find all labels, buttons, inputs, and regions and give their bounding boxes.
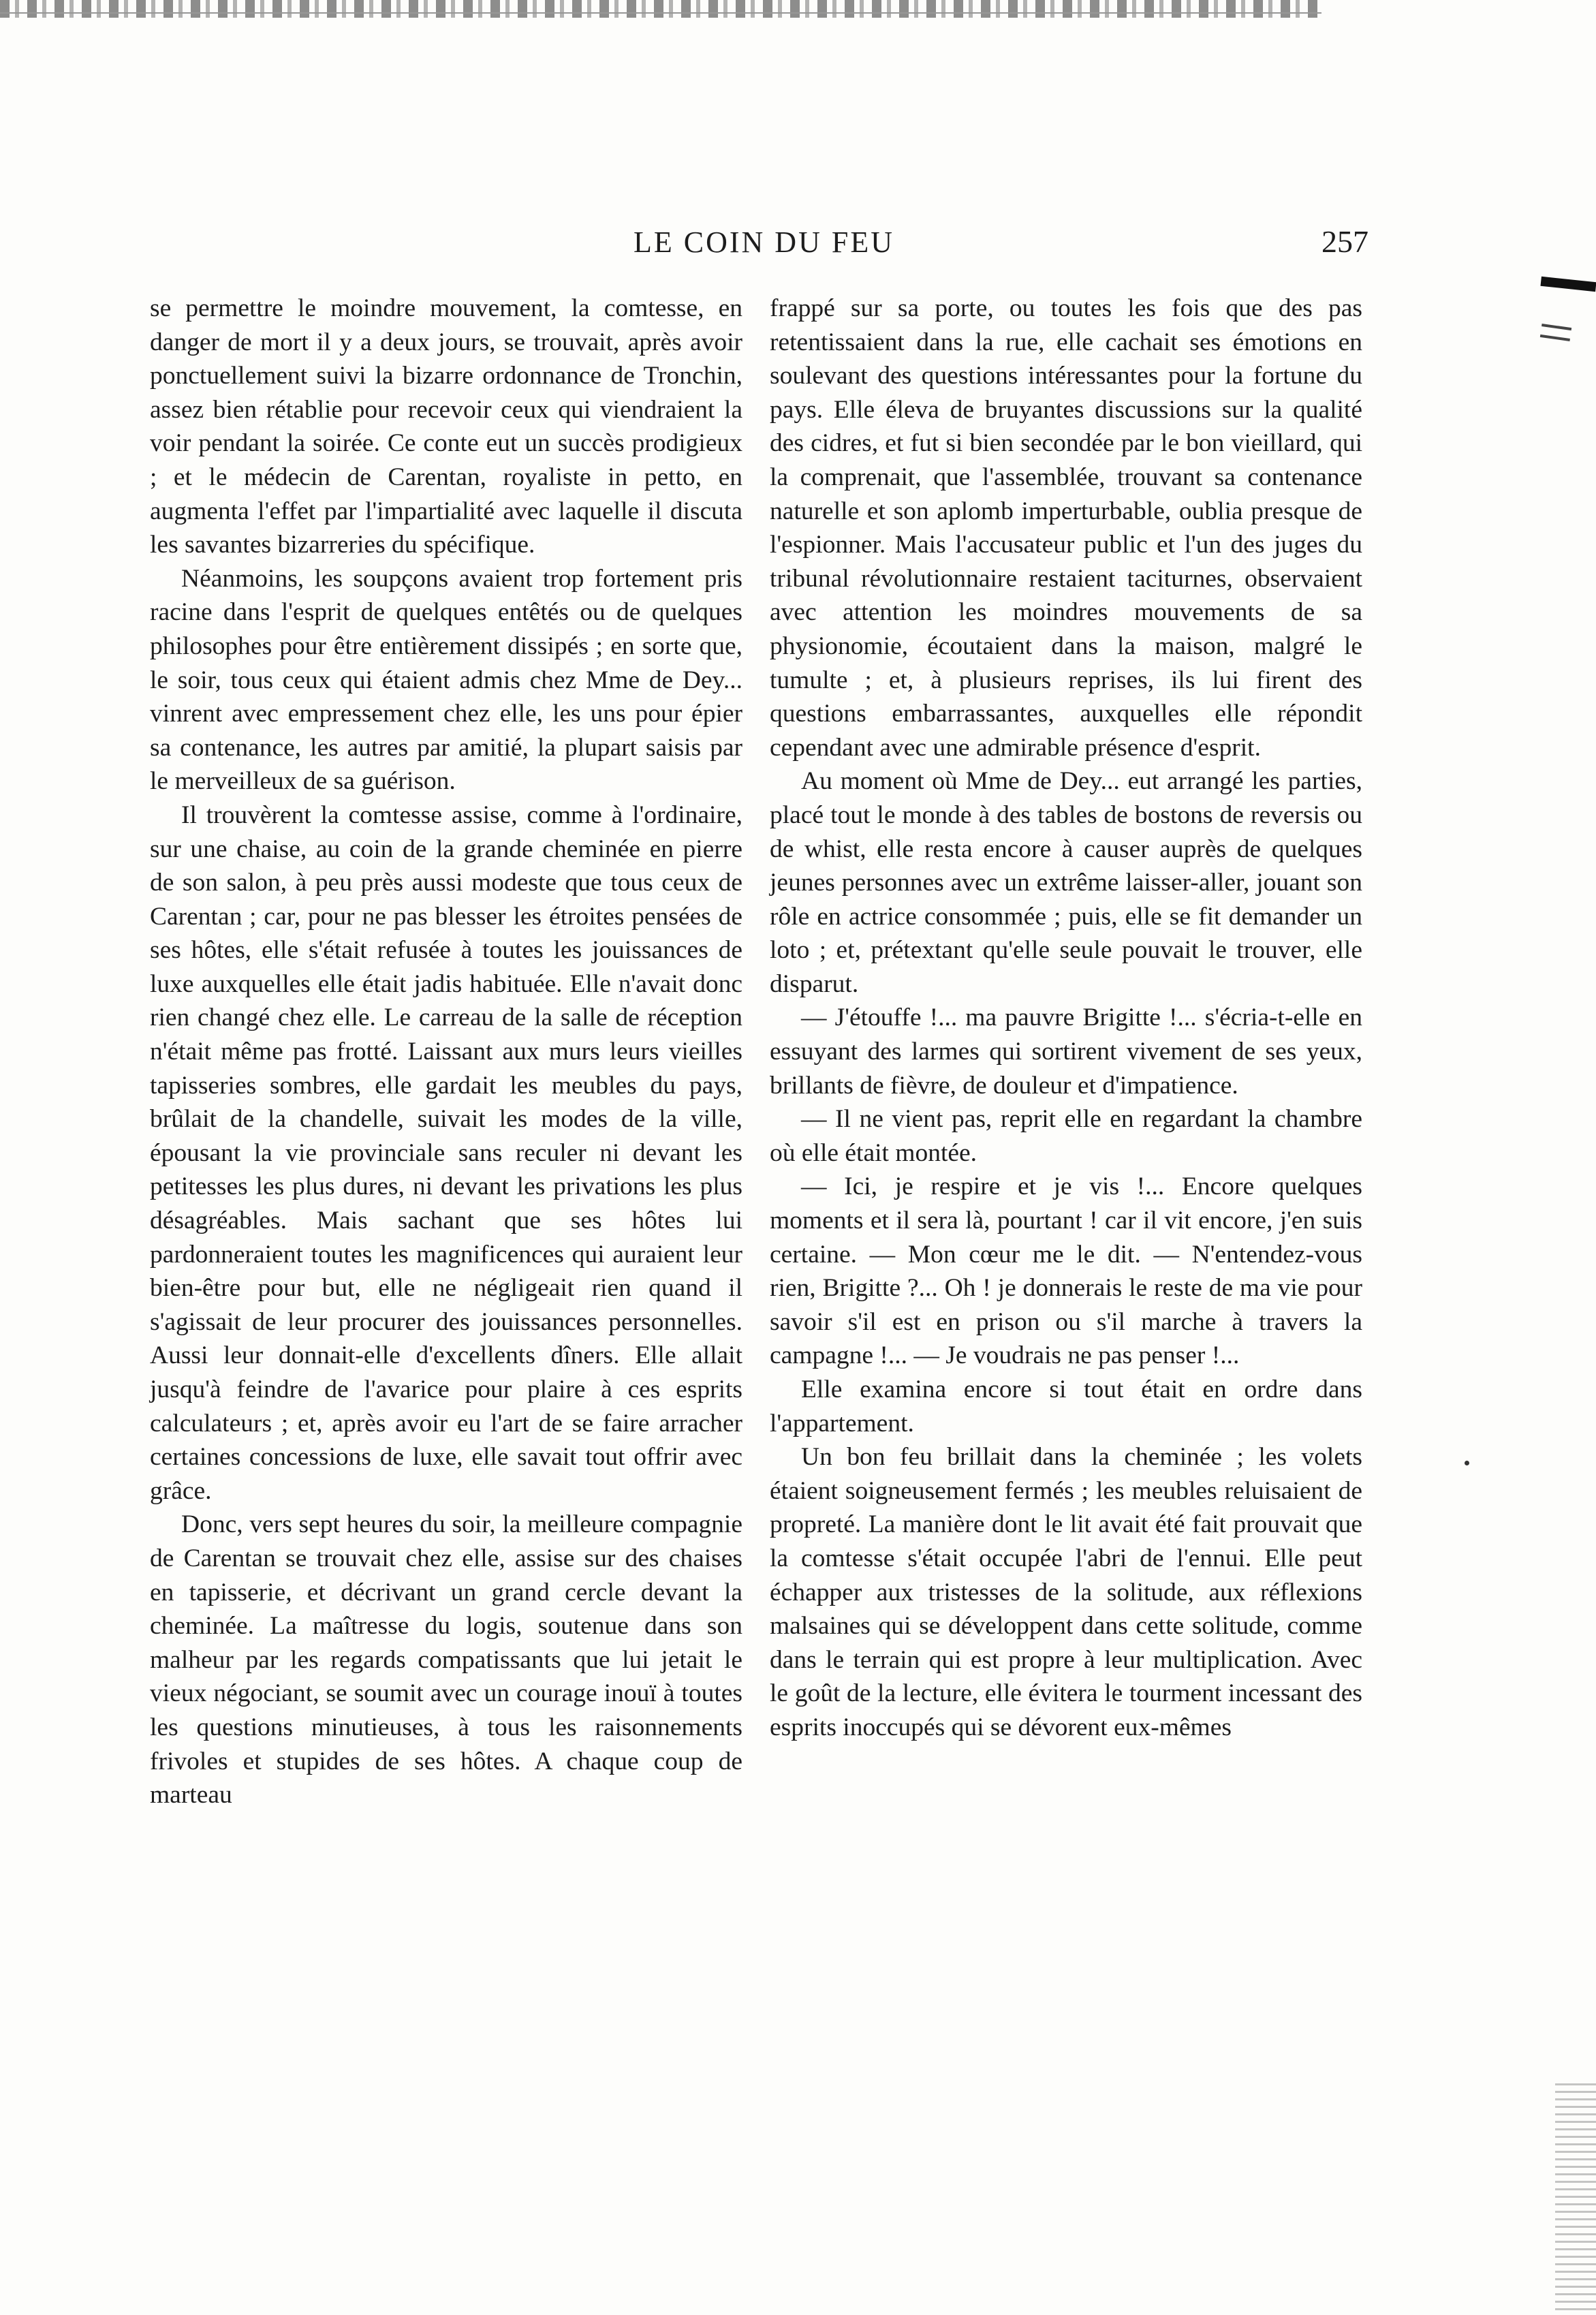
running-title: LE COIN DU FEU: [633, 226, 894, 259]
right-text-column: [770, 292, 1362, 1745]
paragraph: Donc, vers sept heures du soir, la meilleure compagnie de Carentan se trouvait chez elle, assise sur des chaises en tapisserie, et décrivant un grand cercle devant la cheminée. La maîtresse du logis, soutenue dans son malheur par les regards compatissants que lui jetait le vieux négociant, se soumit avec un courage inouï à toutes les questions minutieuses, à tous les raisonnements frivoles et stupides de ses hôtes. A chaque coup de marteau: [150, 1510, 742, 1809]
ink-speck: [1465, 1461, 1469, 1465]
paragraph: — J'étouffe !... ma pauvre Brigitte !... s'écria-t-elle en essuyant des larmes qui sortirent vivement de ses yeux, brillants de fièvre, de douleur et d'impatience.: [770, 1004, 1362, 1100]
page-edge-smudge: [1555, 2083, 1596, 2315]
left-text-column: [150, 292, 742, 1812]
paragraph: se permettre le moindre mouvement, la comtesse, en danger de mort il y a deux jours, se trouvait, après avoir ponctuellement suivi la bizarre ordonnance de Tronchin, assez bien rétablie pour recevoir ceux qui viendraient la voir pendant la soirée. Ce conte eut un succès prodigieux ; et le médecin de Carentan, royaliste in petto, en augmenta l'effet par l'impartialité avec laquelle il discuta les savantes bizarreries du spécifique.: [150, 294, 742, 559]
paragraph: — Ici, je respire et je vis !... Encore quelques moments et il sera là, pourtant ! car il vit encore, j'en suis certaine. — Mon cœur me le dit. — N'entendez-vous rien, Brigitte ?... Oh ! je donnerais le reste de ma vie pour savoir s'il est en prison ou s'il marche à travers la campagne !... — Je voudrais ne pas penser !...: [770, 1172, 1362, 1370]
page-number: 257: [1321, 224, 1368, 259]
top-edge-rule: [0, 0, 1321, 18]
paragraph: Il trouvèrent la comtesse assise, comme à l'ordinaire, sur une chaise, au coin de la grande cheminée en pierre de son salon, à peu près aussi modeste que tous ceux de Carentan ; car, pour ne pas blesser les étroites pensées de ses hôtes, elle s'était refusée à toutes les jouissances de luxe auxquelles elle était jadis habituée. Elle n'avait donc rien changé chez elle. Le carreau de la salle de réception n'était même pas frotté. Laissant aux murs leurs vieilles tapisseries sombres, elle gardait les meubles du pays, brûlait de la chandelle, suivait les modes de la ville, épousant la vie provinciale sans reculer ni devant les petitesses les plus dures, ni devant les privations les plus désagréables. Mais sachant que ses hôtes lui pardonneraient toutes les magnificences qui auraient leur bien-être pour but, elle ne négligeait rien quand il s'agissait de leur procurer des jouissances personnelles. Aussi leur donnait-elle d'excellents dîners. Elle allait jusqu'à feindre de l'avarice pour plaire à ces esprits calculateurs ; et, après avoir eu l'art de se faire arracher certaines concessions de luxe, elle savait tout offrir avec grâce.: [150, 801, 742, 1505]
paragraph: Elle examina encore si tout était en ordre dans l'appartement.: [770, 1376, 1362, 1438]
margin-ink-mark: [1540, 324, 1571, 341]
paragraph: — Il ne vient pas, reprit elle en regardant la chambre où elle était montée.: [770, 1105, 1362, 1167]
paragraph: Un bon feu brillait dans la cheminée ; les volets étaient soigneusement fermés ; les meubles reluisaient de propreté. La manière dont le lit avait été fait prouvait que la comtesse s'était occupée l'abri de l'ennui. Elle peut échapper aux tristesses de la solitude, aux réflexions malsaines qui se développent dans cette solitude, comme dans le terrain qui est propre à leur multiplication. Avec le goût de la lecture, elle évitera le tourment incessant des esprits inoccupés qui se dévorent eux-mêmes: [770, 1443, 1362, 1741]
paragraph: frappé sur sa porte, ou toutes les fois que des pas retentissaient dans la rue, elle cachait ses émotions en soulevant des questions intéressantes pour la fortune du pays. Elle éleva de bruyantes discussions sur la qualité des cidres, et fut si bien secondée par le bon vieillard, qui la comprenait, que l'assemblée, trouvant sa contenance naturelle et son aplomb imperturbable, oublia presque de l'espionner. Mais l'accusateur public et l'un des juges du tribunal révolutionnaire restaient taciturnes, observaient avec attention les moindres mouvements de sa physionomie, écoutaient dans la maison, malgré le tumulte ; et, à plusieurs reprises, ils lui firent des questions embarrassantes, auxquelles elle répondit cependant avec une admirable présence d'esprit.: [770, 294, 1362, 762]
paragraph: Néanmoins, les soupçons avaient trop fortement pris racine dans l'esprit de quelques entêtés ou de quelques philosophes pour être entièrement dissipés ; en sorte que, le soir, tous ceux qui étaient admis chez Mme de Dey... vinrent avec empressement chez elle, les uns pour épier sa contenance, les autres par amitié, la plupart saisis par le merveilleux de sa guérison.: [150, 564, 742, 796]
paragraph: Au moment où Mme de Dey... eut arrangé les parties, placé tout le monde à des tables de bostons de reversis ou de whist, elle resta encore à causer auprès de quelques jeunes personnes avec un extrême laisser-aller, jouant son rôle en actrice consommée ; puis, elle se fit demander un loto ; et, prétextant qu'elle seule pouvait le trouver, elle disparut.: [770, 767, 1362, 998]
margin-ink-mark: [1540, 277, 1596, 292]
page-header: [0, 219, 1596, 274]
